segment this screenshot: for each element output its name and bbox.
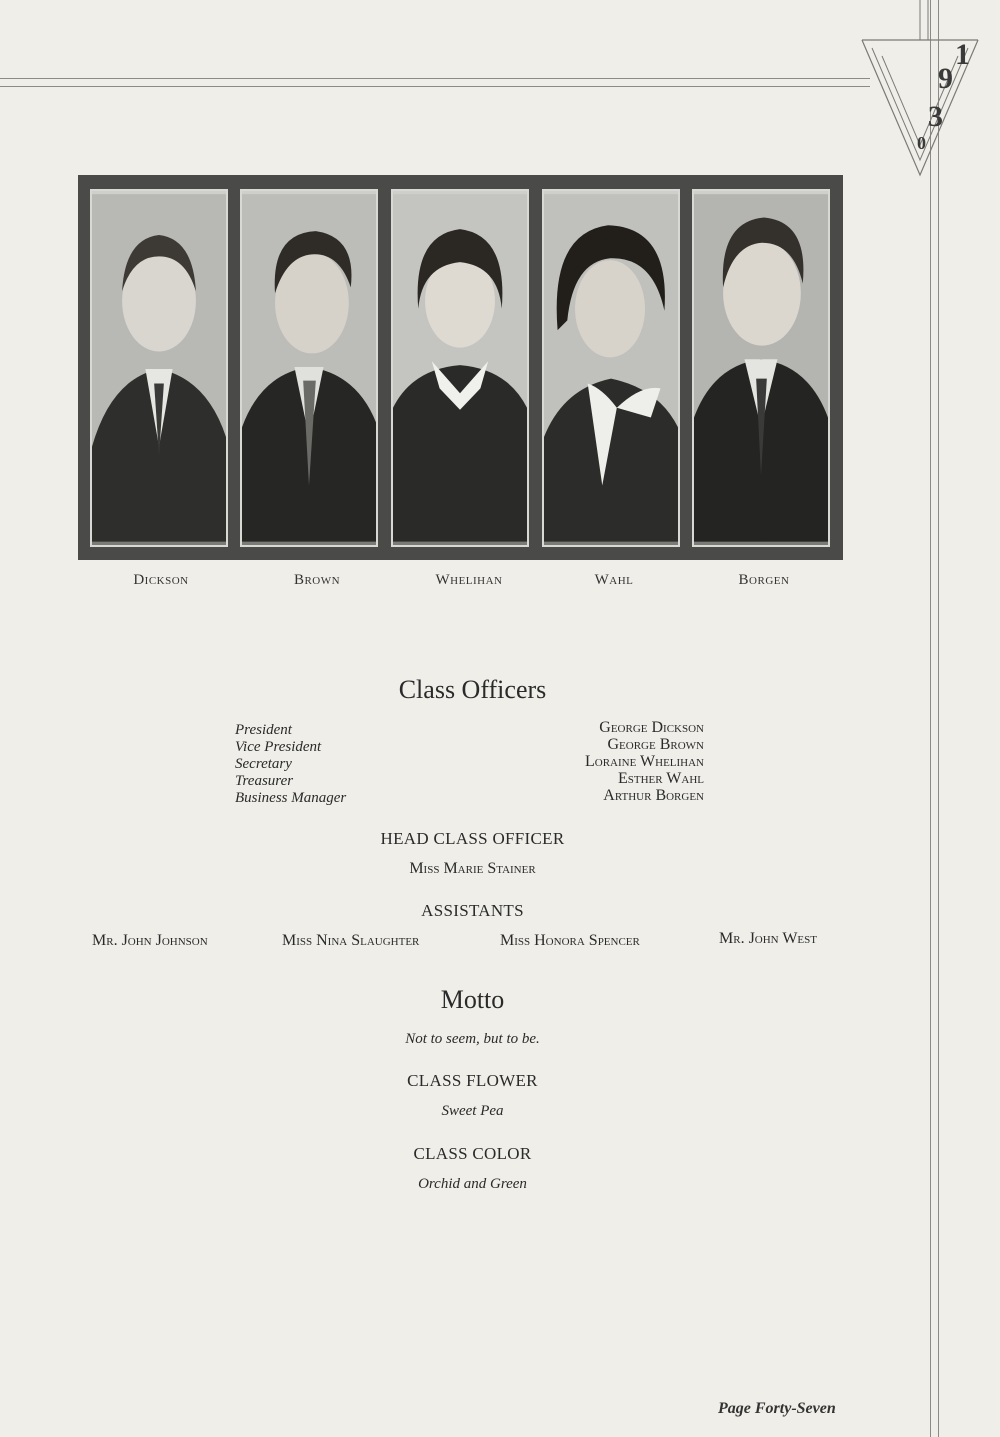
- portrait-strip: [78, 175, 843, 560]
- class-color-title: CLASS COLOR: [413, 1144, 532, 1163]
- head-class-officer-name: Miss Marie Stainer: [409, 860, 536, 877]
- portrait-caption: Wahl: [594, 572, 634, 588]
- year-digit-9: 9: [938, 62, 953, 95]
- head-class-officer-title: HEAD CLASS OFFICER: [380, 829, 565, 848]
- officer-role: Secretary: [235, 756, 292, 772]
- officer-role: Business Manager: [235, 790, 347, 806]
- officer-role: Vice President: [235, 739, 322, 755]
- officer-name: George Dickson: [599, 719, 704, 736]
- officer-role: Treasurer: [235, 773, 294, 789]
- officer-name: Esther Wahl: [617, 770, 704, 787]
- portrait-caption: Brown: [293, 572, 341, 588]
- top-border-line-inner: [0, 86, 870, 87]
- portrait-caption: Dickson: [133, 572, 189, 588]
- right-border-line-inner: [938, 0, 939, 1437]
- officer-role: President: [235, 722, 292, 738]
- person-silhouette-icon: [242, 191, 376, 545]
- officer-name: Arthur Borgen: [603, 787, 704, 804]
- person-silhouette-icon: [393, 191, 527, 545]
- year-emblem: [860, 0, 980, 180]
- portrait-photo: [542, 189, 680, 547]
- person-silhouette-icon: [694, 191, 828, 545]
- officer-name: Loraine Whelihan: [584, 753, 704, 770]
- portrait-photo: [391, 189, 529, 547]
- top-border-line: [0, 78, 870, 79]
- assistant-name: Mr. John West: [719, 930, 817, 947]
- motto-text: Not to seem, but to be.: [405, 1031, 540, 1047]
- portrait-photo: [240, 189, 378, 547]
- assistant-name: Miss Nina Slaughter: [282, 932, 420, 949]
- officer-name: George Brown: [607, 736, 704, 753]
- class-officers-title: Class Officers: [398, 675, 547, 704]
- page-number: Page Forty-Seven: [718, 1400, 836, 1417]
- motto-title: Motto: [440, 985, 505, 1014]
- class-color-value: Orchid and Green: [418, 1176, 527, 1192]
- person-silhouette-icon: [544, 191, 678, 545]
- class-flower-title: CLASS FLOWER: [407, 1071, 538, 1090]
- portrait-caption: Borgen: [738, 572, 790, 588]
- assistant-name: Mr. John Johnson: [92, 932, 208, 949]
- portrait-photo: [692, 189, 830, 547]
- portrait-caption: Whelihan: [435, 572, 503, 588]
- portrait-photo: [90, 189, 228, 547]
- person-silhouette-icon: [92, 191, 226, 545]
- year-digit-3: 3: [928, 100, 943, 133]
- right-border-line: [930, 0, 931, 1437]
- year-digit-1: 1: [955, 38, 970, 71]
- year-digit-0: 0: [917, 133, 926, 153]
- assistants-title: ASSISTANTS: [421, 901, 524, 920]
- class-flower-value: Sweet Pea: [441, 1103, 504, 1119]
- assistant-name: Miss Honora Spencer: [500, 932, 640, 949]
